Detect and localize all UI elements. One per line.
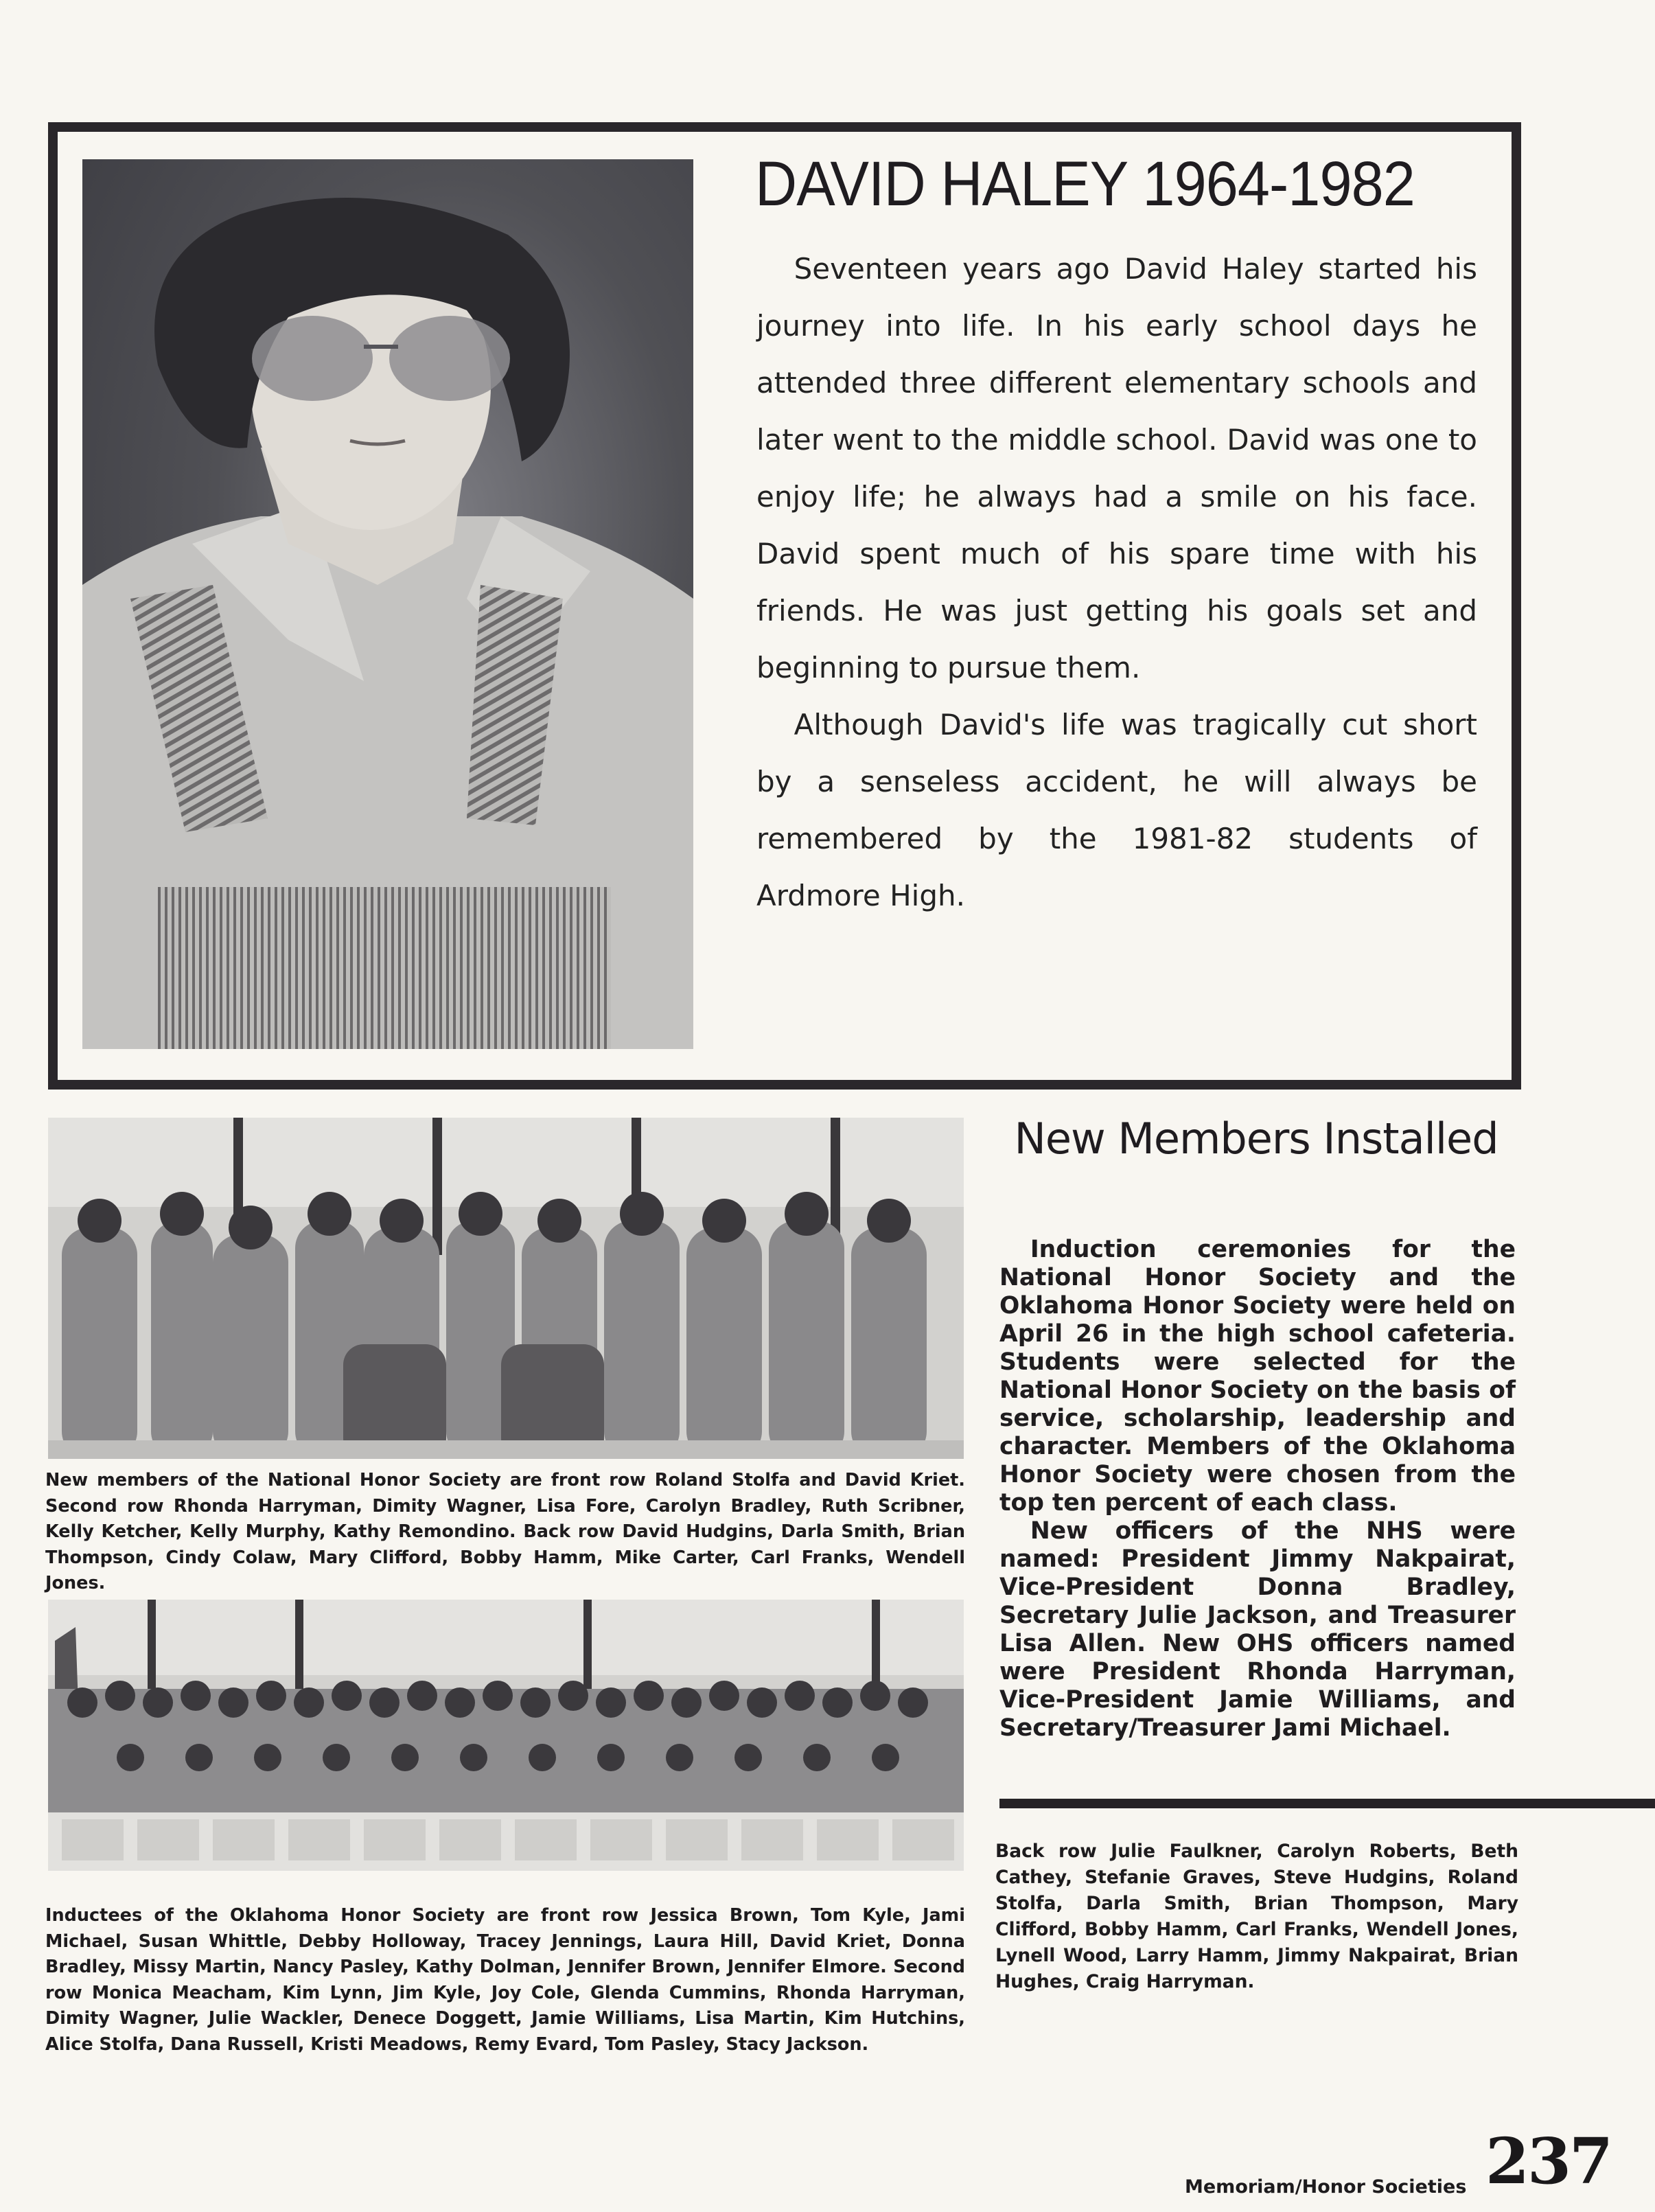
memorial-title: DAVID HALEY 1964-1982	[755, 149, 1415, 219]
nhs-group-photo	[48, 1118, 964, 1459]
memorial-text	[756, 240, 1477, 924]
ohs-back-row-caption: Back row Julie Faulkner, Carolyn Roberts, Beth Cathey, Stefanie Graves, Steve Hudgins, Roland Stolfa, Darla Smith, Brian Thompson, Mary Clifford, Bobby Hamm, Carl Franks, Wendell Jones, Lynell Wood, Larry Hamm, Jimmy Nakpairat, Brian Hughes, Craig Harryman.	[995, 1841, 1518, 1992]
portrait-illustration	[82, 159, 693, 1049]
article-paragraph: New officers of the NHS were named: President Jimmy Nakpairat, Vice-President Donna Bradley, Secretary Julie Jackson, and Treasurer Lisa Allen. New OHS officers named were President Rhonda Harryman, Vice-President Jamie Williams, and Secretary/Treasurer Jami Michael.	[999, 1517, 1516, 1742]
nhs-photo-caption: New members of the National Honor Society are front row Roland Stolfa and David Kriet. Second row Rhonda Harryman, Dimity Wagner, Lisa Fore, Carolyn Bradley, Ruth Scribner, Kelly Ketcher, Kelly Murphy, Kathy Remondino. Back row David Hudgins, Darla Smith, Brian Thompson, Cindy Colaw, Mary Clifford, Bobby Hamm, Mike Carter, Carl Franks, Wendell Jones.	[45, 1470, 965, 1593]
memorial-paragraph: Seventeen years ago David Haley started his journey into life. In his early school days he attended three different elementary schools and later went to the middle school. David was one to enjoy life; he always had a smile on his face. David spent much of his spare time with his friends. He was just getting his goals set and beginning to pursue them.	[756, 252, 1477, 684]
article-text	[999, 1236, 1516, 1742]
article-heading: New Members Installed	[1014, 1114, 1498, 1164]
memorial-portrait-photo	[82, 159, 693, 1049]
ohs-photo-caption: Inductees of the Oklahoma Honor Society are front row Jessica Brown, Tom Kyle, Jami Michael, Susan Whittle, Debby Holloway, Tracey Jennings, Laura Hill, David Kriet, Donna Bradley, Missy Martin, Nancy Pasley, Kathy Dolman, Jennifer Brown, Jennifer Elmore. Second row Monica Meacham, Kim Lynn, Jim Kyle, Joy Cole, Glenda Cummins, Rhonda Harryman, Dimity Wagner, Julie Wackler, Denece Doggett, Jamie Williams, Lisa Martin, Kim Hutchins, Alice Stolfa, Dana Russell, Kristi Meadows, Remy Evard, Tom Pasley, Stacy Jackson.	[45, 1905, 965, 2055]
nhs-group-illustration	[48, 1118, 964, 1459]
memorial-paragraph: Although David's life was tragically cut short by a senseless accident, he will always be remembered by the 1981-82 students of Ardmore High.	[756, 708, 1477, 912]
ohs-group-illustration	[48, 1600, 964, 1871]
article-paragraph: Induction ceremonies for the National Honor Society and the Oklahoma Honor Society were held on April 26 in the high school cafeteria. Students were selected for the National Honor Society on the basis of service, scholarship, leadership and character. Members of the Oklahoma Honor Society were chosen from the top ten percent of each class.	[999, 1236, 1516, 1517]
page-number: 237	[1485, 2124, 1612, 2198]
section-divider	[999, 1799, 1655, 1808]
section-label: Memoriam/Honor Societies	[1185, 2176, 1467, 2198]
ohs-group-photo	[48, 1600, 964, 1871]
